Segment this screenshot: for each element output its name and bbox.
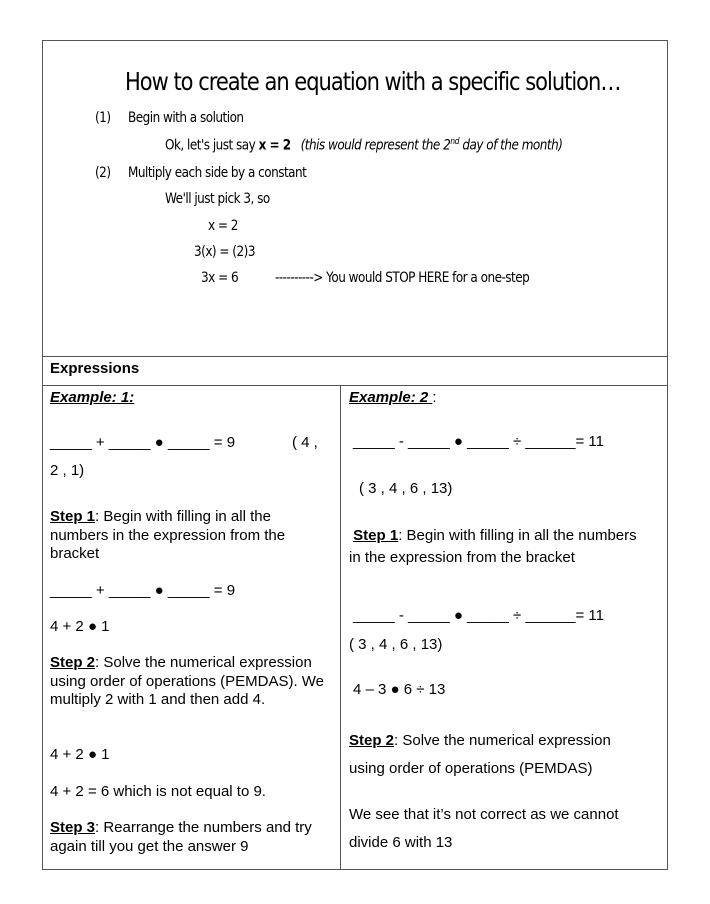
example2-step1-label: Step 1: [353, 527, 399, 544]
example1-step2-text: : Solve the numerical expression using order of operations (PEMDAS). We multiply 2 with 1 and then add 4.: [50, 654, 325, 708]
intro-title: How to create an equation with a specific solution…: [125, 67, 621, 96]
example2-title: Example: 2: [349, 389, 429, 406]
example2-step2: [349, 727, 649, 783]
example1-title: Example: 1:: [50, 389, 135, 406]
example2-title-suffix: :: [432, 389, 437, 406]
intro-equation-2: 3(x) = (2)3: [194, 244, 255, 260]
intro-step1-detail-c: (this would represent the 2: [300, 137, 451, 154]
column-divider: [340, 385, 341, 870]
example1-step2-label: Step 2: [50, 654, 96, 671]
intro-step2-number: (2): [95, 165, 111, 181]
intro-step1-text: Begin with a solution: [128, 110, 244, 126]
example2-title-row: [349, 389, 437, 406]
example1-blank-expression-2: _____ + _____ ● _____ = 9: [50, 582, 236, 599]
intro-step1-detail-d: day of the month): [462, 137, 563, 154]
intro-equation-1: x = 2: [208, 218, 238, 234]
example1-step1-text: : Begin with filling in all the numbers in the expression from the bracket: [50, 508, 286, 562]
intro-step1-detail-b: x = 2: [258, 137, 291, 154]
intro-equation-3: 3x = 6: [201, 270, 239, 286]
example2-step2-text: : Solve the numerical expression using order of operations (PEMDAS): [349, 732, 611, 777]
intro-step1-detail-a: Ok, let's just say: [165, 137, 256, 154]
expressions-header: Expressions: [50, 360, 140, 377]
intro-step1-detail-sup: nd: [450, 137, 460, 147]
divider-header: [42, 385, 668, 386]
example1-filled-expression-2: 4 + 2 ● 1: [50, 746, 110, 763]
example2-step1: [349, 525, 649, 569]
example1-numbers-part1: ( 4 ,: [292, 434, 318, 451]
example2-filled-expression: 4 – 3 ● 6 ÷ 13: [353, 681, 446, 698]
example1-step1: [50, 508, 330, 564]
example2-step1-text: : Begin with filling in all the numbers in the expression from the bracket: [349, 527, 637, 566]
example2-numbers: ( 3 , 4 , 6 , 13): [359, 480, 453, 497]
example1-step3: [50, 819, 332, 856]
example2-blank-expression: _____ - _____ ● _____ ÷ ______= 11: [353, 433, 604, 450]
intro-step2-detail: We'll just pick 3, so: [165, 191, 270, 207]
example1-step3-label: Step 3: [50, 819, 96, 836]
example1-result: 4 + 2 = 6 which is not equal to 9.: [50, 783, 266, 800]
example2-conclusion: We see that it’s not correct as we cannot divide 6 with 13: [349, 806, 619, 851]
example2-blank-expression-2: _____ - _____ ● _____ ÷ ______= 11: [353, 607, 604, 624]
intro-arrow-note: ----------> You would STOP HERE for a one-step: [275, 270, 530, 286]
example1-step3-text: : Rearrange the numbers and try again till you get the answer 9: [50, 819, 312, 855]
example1-blank-expression: _____ + _____ ● _____ = 9: [50, 434, 236, 451]
example1-step2: [50, 654, 330, 710]
intro-step2-text: Multiply each side by a constant: [128, 165, 307, 181]
example1-numbers-part2: 2 , 1): [50, 462, 85, 479]
example1-step1-label: Step 1: [50, 508, 96, 525]
example2-numbers-2: ( 3 , 4 , 6 , 13): [349, 636, 443, 653]
divider-top: [42, 356, 668, 357]
example2-step2-label: Step 2: [349, 732, 395, 749]
intro-step1-number: (1): [95, 110, 111, 126]
example1-filled-expression: 4 + 2 ● 1: [50, 618, 110, 635]
intro-step1-detail: [165, 137, 562, 154]
